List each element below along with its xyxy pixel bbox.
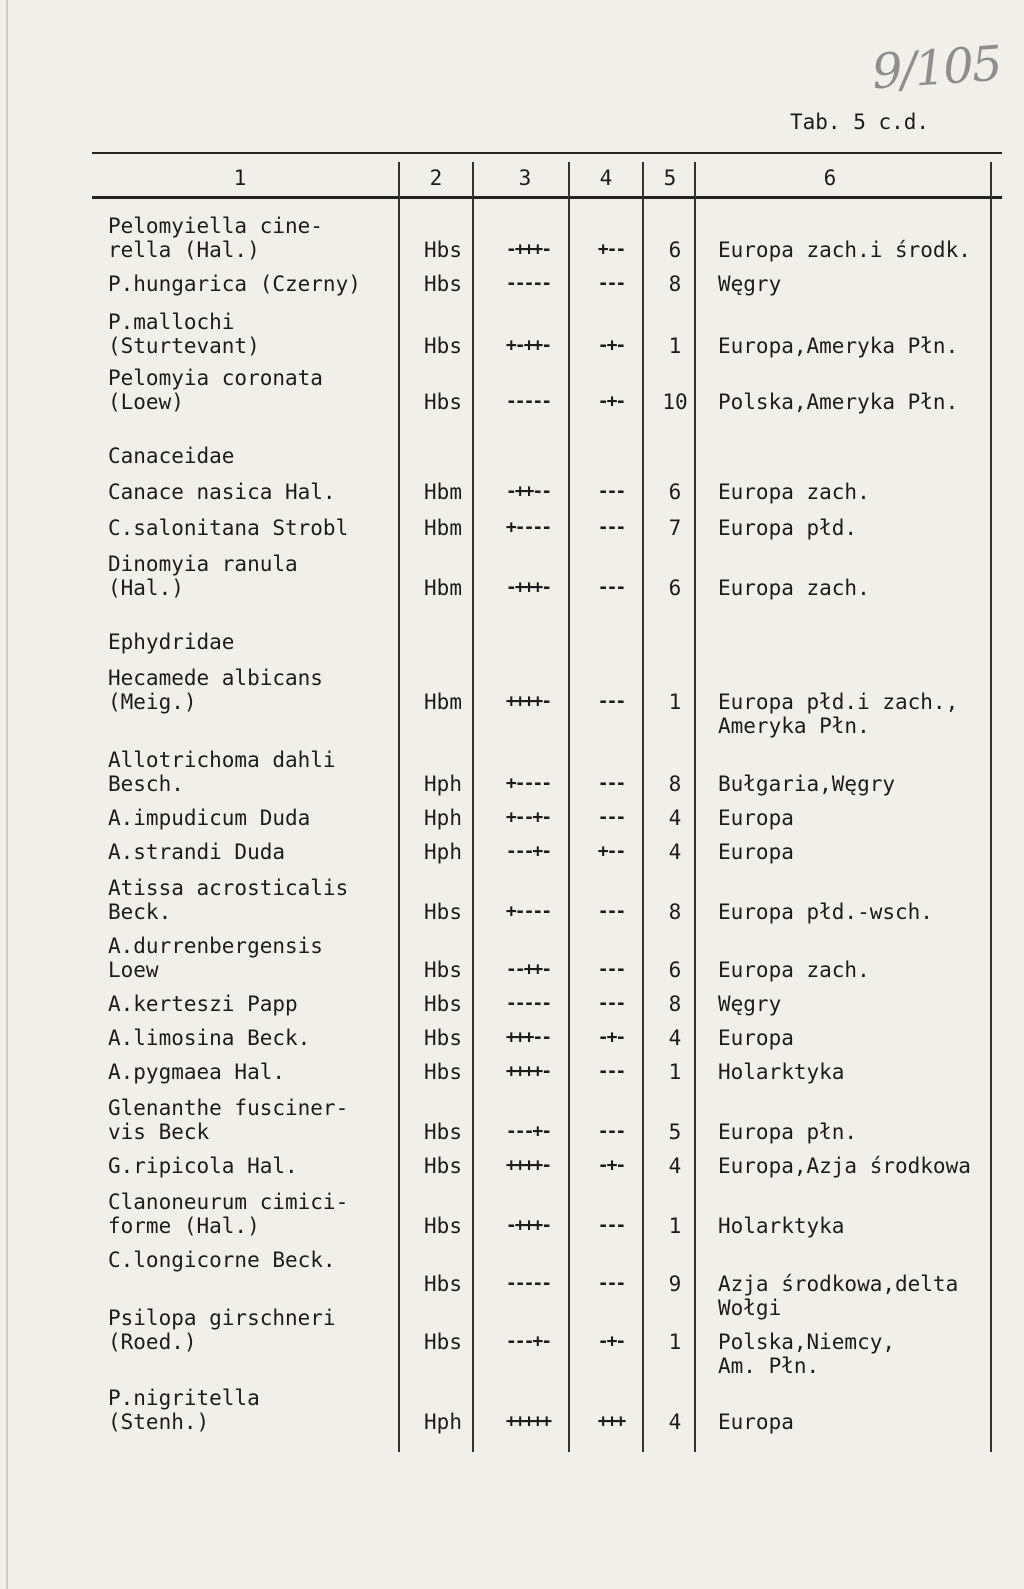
species-name: A.kerteszi Papp — [108, 992, 298, 1016]
species-name: Canace nasica Hal. — [108, 480, 336, 504]
species-name: P.nigritella (Stenh.) — [108, 1386, 260, 1434]
occurrence-pattern-3: +++++ — [505, 1411, 551, 1432]
habitat-code: Hbs — [424, 958, 462, 982]
occurrence-pattern-3: ---+- — [505, 1121, 551, 1142]
table-top-rule — [92, 152, 1002, 154]
habitat-code: Hph — [424, 806, 462, 830]
distribution: Polska,Niemcy, Am. Płn. — [718, 1330, 896, 1378]
frequency-value: 5 — [668, 1120, 682, 1144]
occurrence-pattern-4: -+- — [597, 1331, 625, 1352]
distribution: Europa zach. — [718, 958, 870, 982]
occurrence-pattern-3: ---+- — [505, 841, 551, 862]
distribution: Bułgaria,Węgry — [718, 772, 896, 796]
species-name: Pelomyiella cine- rella (Hal.) — [108, 214, 323, 262]
frequency-value: 1 — [668, 334, 682, 358]
habitat-code: Hbs — [424, 1330, 462, 1354]
habitat-code: Hph — [424, 1410, 462, 1434]
habitat-code: Hbs — [424, 1120, 462, 1144]
table-header-rule — [92, 196, 1002, 199]
occurrence-pattern-3: ----- — [505, 993, 551, 1014]
occurrence-pattern-3: ++++- — [505, 691, 551, 712]
habitat-code: Hbs — [424, 334, 462, 358]
species-name: Ephydridae — [108, 630, 235, 654]
occurrence-pattern-3: -+++- — [505, 577, 551, 598]
distribution: Europa — [718, 840, 794, 864]
species-name: A.pygmaea Hal. — [108, 1060, 286, 1084]
species-name: A.impudicum Duda — [108, 806, 311, 830]
species-name: Dinomyia ranula (Hal.) — [108, 552, 298, 600]
species-name: A.limosina Beck. — [108, 1026, 311, 1050]
habitat-code: Hbs — [424, 238, 462, 262]
habitat-code: Hbs — [424, 390, 462, 414]
habitat-code: Hbm — [424, 690, 462, 714]
species-name: Clanoneurum cimici- forme (Hal.) — [108, 1190, 349, 1238]
occurrence-pattern-3: +---- — [505, 901, 551, 922]
habitat-code: Hph — [424, 772, 462, 796]
frequency-value: 4 — [668, 1154, 682, 1178]
column-header-4: 4 — [599, 166, 613, 190]
occurrence-pattern-4: +-- — [597, 841, 625, 862]
habitat-code: Hbs — [424, 900, 462, 924]
occurrence-pattern-3: +--+- — [505, 807, 551, 828]
frequency-value: 8 — [668, 992, 682, 1016]
species-name: Pelomyia coronata (Loew) — [108, 366, 323, 414]
habitat-code: Hbs — [424, 1154, 462, 1178]
frequency-value: 10 — [662, 390, 688, 414]
occurrence-pattern-4: +-- — [597, 239, 625, 260]
column-header-2: 2 — [429, 166, 443, 190]
page-edge — [6, 0, 8, 1589]
habitat-code: Hbs — [424, 1060, 462, 1084]
occurrence-pattern-4: -+- — [597, 1027, 625, 1048]
occurrence-pattern-4: --- — [597, 517, 625, 538]
habitat-code: Hbs — [424, 1026, 462, 1050]
frequency-value: 1 — [668, 690, 682, 714]
distribution: Holarktyka — [718, 1214, 845, 1238]
distribution: Polska,Ameryka Płn. — [718, 390, 959, 414]
frequency-value: 7 — [668, 516, 682, 540]
distribution: Europa płd. — [718, 516, 858, 540]
species-name: Canaceidae — [108, 444, 235, 468]
column-header-6: 6 — [823, 166, 837, 190]
distribution: Azja środkowa,delta Wołgi — [718, 1272, 959, 1320]
occurrence-pattern-3: ----- — [505, 391, 551, 412]
habitat-code: Hbm — [424, 576, 462, 600]
occurrence-pattern-3: -+++- — [505, 239, 551, 260]
occurrence-pattern-3: --++- — [505, 959, 551, 980]
habitat-code: Hbm — [424, 480, 462, 504]
habitat-code: Hbm — [424, 516, 462, 540]
habitat-code: Hbs — [424, 1272, 462, 1296]
handwritten-page-number: 9/105 — [870, 35, 1003, 101]
species-name: C.salonitana Strobl — [108, 516, 349, 540]
species-name: Psilopa girschneri (Roed.) — [108, 1306, 336, 1354]
distribution: Europa — [718, 1410, 794, 1434]
distribution: Europa zach. — [718, 576, 870, 600]
occurrence-pattern-4: --- — [597, 773, 625, 794]
occurrence-pattern-4: -+- — [597, 1155, 625, 1176]
species-name: P.hungarica (Czerny) — [108, 272, 361, 296]
species-name: G.ripicola Hal. — [108, 1154, 298, 1178]
distribution: Węgry — [718, 992, 782, 1016]
column-divider — [398, 162, 400, 1452]
occurrence-pattern-4: --- — [597, 1273, 625, 1294]
distribution: Europa — [718, 1026, 794, 1050]
frequency-value: 4 — [668, 1026, 682, 1050]
occurrence-pattern-3: ++++- — [505, 1155, 551, 1176]
column-header-3: 3 — [518, 166, 532, 190]
distribution: Europa zach.i środk. — [718, 238, 971, 262]
distribution: Europa płd.i zach., Ameryka Płn. — [718, 690, 959, 738]
habitat-code: Hbs — [424, 1214, 462, 1238]
distribution: Europa — [718, 806, 794, 830]
occurrence-pattern-4: --- — [597, 807, 625, 828]
frequency-value: 8 — [668, 772, 682, 796]
occurrence-pattern-3: ----- — [505, 273, 551, 294]
column-header-5: 5 — [663, 166, 677, 190]
frequency-value: 1 — [668, 1060, 682, 1084]
frequency-value: 4 — [668, 840, 682, 864]
occurrence-pattern-4: --- — [597, 577, 625, 598]
habitat-code: Hbs — [424, 272, 462, 296]
occurrence-pattern-3: ---+- — [505, 1331, 551, 1352]
table-label: Tab. 5 c.d. — [790, 110, 930, 134]
occurrence-pattern-4: --- — [597, 1215, 625, 1236]
occurrence-pattern-4: --- — [597, 481, 625, 502]
occurrence-pattern-4: --- — [597, 1121, 625, 1142]
frequency-value: 4 — [668, 1410, 682, 1434]
distribution: Europa płn. — [718, 1120, 858, 1144]
frequency-value: 6 — [668, 576, 682, 600]
occurrence-pattern-4: --- — [597, 993, 625, 1014]
occurrence-pattern-3: +-++- — [505, 335, 551, 356]
occurrence-pattern-3: +++-- — [505, 1027, 551, 1048]
species-name: A.strandi Duda — [108, 840, 286, 864]
occurrence-pattern-4: --- — [597, 691, 625, 712]
species-name: Atissa acrosticalis Beck. — [108, 876, 349, 924]
occurrence-pattern-4: +++ — [597, 1411, 625, 1432]
species-name: P.mallochi (Sturtevant) — [108, 310, 260, 358]
distribution: Europa płd.-wsch. — [718, 900, 933, 924]
species-name: Hecamede albicans (Meig.) — [108, 666, 323, 714]
frequency-value: 1 — [668, 1330, 682, 1354]
occurrence-pattern-4: --- — [597, 901, 625, 922]
occurrence-pattern-3: ----- — [505, 1273, 551, 1294]
frequency-value: 8 — [668, 900, 682, 924]
occurrence-pattern-4: -+- — [597, 335, 625, 356]
frequency-value: 4 — [668, 806, 682, 830]
distribution: Holarktyka — [718, 1060, 845, 1084]
species-name: C.longicorne Beck. — [108, 1248, 336, 1272]
occurrence-pattern-4: --- — [597, 273, 625, 294]
frequency-value: 9 — [668, 1272, 682, 1296]
occurrence-pattern-4: -+- — [597, 391, 625, 412]
species-name: Allotrichoma dahli Besch. — [108, 748, 336, 796]
distribution: Europa,Azja środkowa — [718, 1154, 971, 1178]
species-name: A.durrenbergensis Loew — [108, 934, 323, 982]
habitat-code: Hph — [424, 840, 462, 864]
distribution: Europa,Ameryka Płn. — [718, 334, 959, 358]
column-header-1: 1 — [233, 166, 247, 190]
occurrence-pattern-3: -+++- — [505, 1215, 551, 1236]
frequency-value: 6 — [668, 958, 682, 982]
frequency-value: 1 — [668, 1214, 682, 1238]
distribution: Europa zach. — [718, 480, 870, 504]
occurrence-pattern-4: --- — [597, 959, 625, 980]
frequency-value: 8 — [668, 272, 682, 296]
species-name: Glenanthe fusciner- vis Beck — [108, 1096, 349, 1144]
distribution: Węgry — [718, 272, 782, 296]
occurrence-pattern-3: +---- — [505, 517, 551, 538]
frequency-value: 6 — [668, 238, 682, 262]
occurrence-pattern-3: +---- — [505, 773, 551, 794]
habitat-code: Hbs — [424, 992, 462, 1016]
occurrence-pattern-3: -++-- — [505, 481, 551, 502]
occurrence-pattern-4: --- — [597, 1061, 625, 1082]
occurrence-pattern-3: ++++- — [505, 1061, 551, 1082]
frequency-value: 6 — [668, 480, 682, 504]
